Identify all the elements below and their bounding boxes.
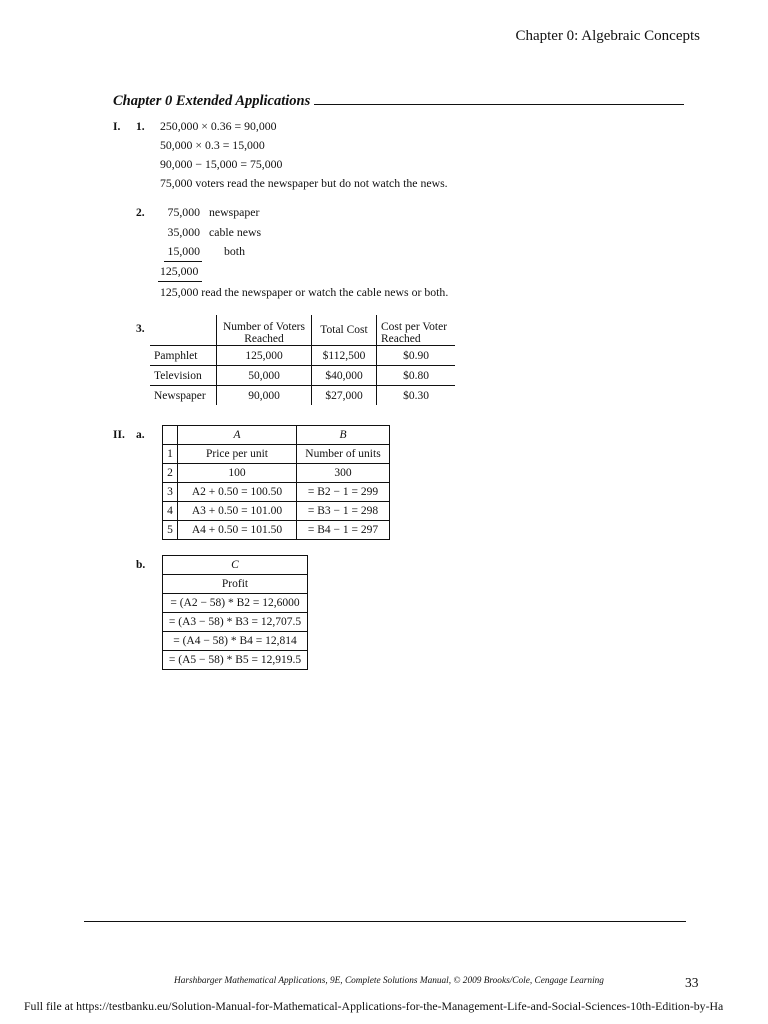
row-number: 1: [163, 445, 178, 464]
cell-b: = B3 − 1 = 298: [297, 502, 390, 521]
spreadsheet-row: [163, 594, 308, 613]
part-1-label: I.: [113, 121, 121, 133]
cell-a: A4 + 0.50 = 101.50: [178, 521, 297, 540]
voters-cell: 50,000: [217, 366, 312, 386]
heading-underline: [314, 92, 684, 105]
cell-c: = (A3 − 58) * B3 = 12,707.5: [163, 613, 308, 632]
table-corner-cell: [150, 315, 217, 346]
per-voter-cell: $0.90: [377, 346, 456, 366]
spreadsheet-header-row: [163, 426, 390, 445]
header-cost-per-voter: Cost per Voter Reached: [377, 315, 456, 346]
table-row: [150, 366, 455, 386]
cell-b: = B2 − 1 = 299: [297, 483, 390, 502]
cell-a: Price per unit: [178, 445, 297, 464]
table-header-row: [150, 315, 455, 346]
spreadsheet-row: [163, 651, 308, 670]
section-heading-text: Chapter 0 Extended Applications: [113, 93, 311, 109]
cost-cell: $112,500: [312, 346, 377, 366]
medium-cell: Newspaper: [150, 386, 217, 406]
medium-cell: Pamphlet: [150, 346, 217, 366]
part-2-label: II.: [113, 429, 125, 441]
source-link-text[interactable]: Full file at https://testbanku.eu/Solution-Manual-for-Mathematical-Applications-for-the-Management-Life-and-Social-Sciences-10th-Edition-by-Ha: [24, 999, 724, 1013]
q2-row: [158, 205, 259, 220]
spreadsheet-c: [162, 555, 308, 670]
cell-a: A2 + 0.50 = 100.50: [178, 483, 297, 502]
medium-cell: Television: [150, 366, 217, 386]
page-number: 33: [685, 975, 699, 990]
table-row: [150, 386, 455, 406]
question-3-number: 3.: [136, 323, 145, 335]
page-header-title: Chapter 0: Algebraic Concepts: [515, 28, 700, 44]
q2-row: [158, 225, 261, 240]
spreadsheet-row: [163, 464, 390, 483]
footer-divider: [84, 921, 686, 922]
footer-citation: Harshbarger Mathematical Applications, 9E, Complete Solutions Manual, © 2009 Brooks/Cole, Cengage Learning: [174, 976, 604, 986]
row-number: 2: [163, 464, 178, 483]
sum-total-underline: [158, 281, 202, 282]
spreadsheet-row: [163, 445, 390, 464]
q1-conclusion: 75,000 voters read the newspaper but do not watch the news.: [160, 176, 448, 190]
column-c-header: C: [163, 556, 308, 575]
voters-cell: 125,000: [217, 346, 312, 366]
cost-cell: $27,000: [312, 386, 377, 406]
q2-value: 75,000: [167, 205, 200, 219]
per-voter-cell: $0.30: [403, 389, 429, 402]
spreadsheet-row: [163, 613, 308, 632]
header-voters-reached: Number of Voters Reached: [217, 315, 312, 346]
q2-total: 125,000: [160, 264, 199, 278]
q2-value: 15,000: [167, 244, 200, 258]
row-number: 3: [163, 483, 178, 502]
section-heading: [113, 92, 684, 110]
spreadsheet-ab: [162, 425, 390, 540]
q2-conclusion: 125,000 read the newspaper or watch the cable news or both.: [160, 285, 449, 299]
q2-label: both: [224, 244, 245, 258]
q2-label: cable news: [209, 225, 262, 239]
cell-a: A3 + 0.50 = 101.00: [178, 502, 297, 521]
row-number: 4: [163, 502, 178, 521]
q2-row: [158, 244, 245, 259]
column-a-header: A: [178, 426, 297, 445]
q1-line-1: 250,000 × 0.36 = 90,000: [160, 119, 277, 133]
cell-b: = B4 − 1 = 297: [297, 521, 390, 540]
part-2b-label: b.: [136, 559, 146, 571]
cost-cell: $40,000: [312, 366, 377, 386]
spreadsheet-row: [163, 483, 390, 502]
cell-c: = (A4 − 58) * B4 = 12,814: [163, 632, 308, 651]
cell-c: = (A2 − 58) * B2 = 12,6000: [163, 594, 308, 613]
sum-underline: [164, 261, 202, 262]
cell-b: Number of units: [297, 445, 390, 464]
header-total-cost: Total Cost: [312, 315, 377, 346]
row-number: 5: [163, 521, 178, 540]
q2-value: 35,000: [167, 225, 200, 239]
question-2-number: 2.: [136, 207, 145, 219]
media-cost-table: [150, 315, 455, 405]
part-2a-label: a.: [136, 429, 145, 441]
q1-line-3: 90,000 − 15,000 = 75,000: [160, 157, 283, 171]
spreadsheet-row: [163, 575, 308, 594]
per-voter-cell: $0.80: [377, 366, 456, 386]
q2-label: newspaper: [209, 205, 260, 219]
spreadsheet-header-row: [163, 556, 308, 575]
spreadsheet-row: [163, 502, 390, 521]
cell-b: 300: [297, 464, 390, 483]
q1-line-2: 50,000 × 0.3 = 15,000: [160, 138, 265, 152]
spreadsheet-row: [163, 521, 390, 540]
cell-c: = (A5 − 58) * B5 = 12,919.5: [163, 651, 308, 670]
question-1-number: 1.: [136, 121, 145, 133]
spreadsheet-row: [163, 632, 308, 651]
table-row: [150, 346, 455, 366]
cell-c: Profit: [163, 575, 308, 594]
voters-cell: 90,000: [217, 386, 312, 406]
cell-a: 100: [178, 464, 297, 483]
column-b-header: B: [297, 426, 390, 445]
row-number-corner: [163, 426, 178, 445]
